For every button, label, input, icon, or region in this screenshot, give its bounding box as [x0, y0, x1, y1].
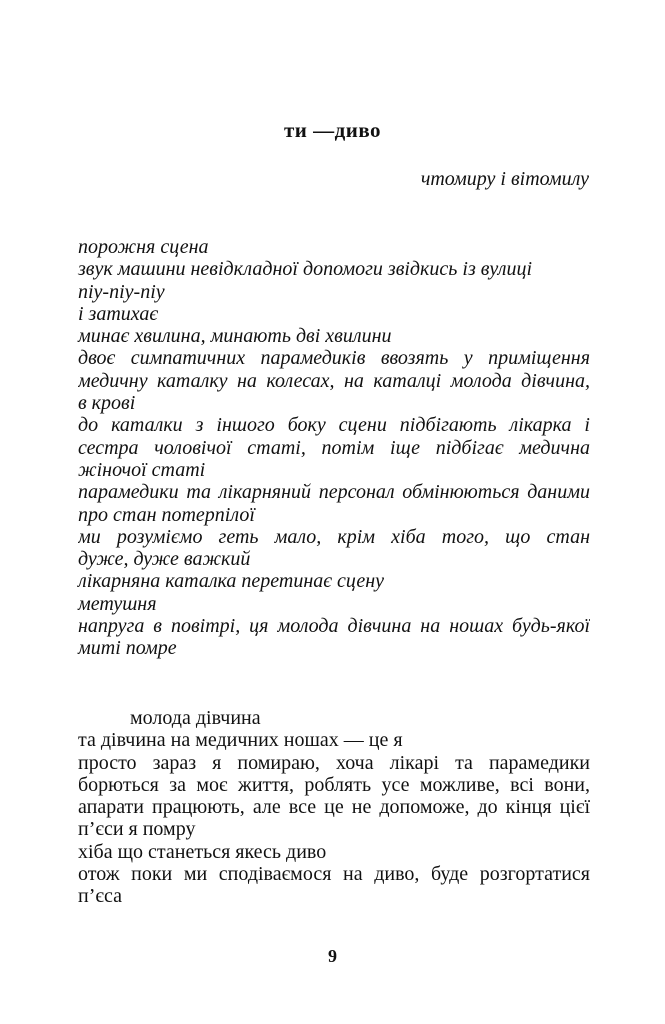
text-line: і затихає: [78, 302, 159, 325]
text-line: до каталки з іншого боку сцени підбігають лікарка і: [78, 414, 590, 437]
text-line: піу-піу-піу: [78, 280, 165, 303]
speaker-name: молода дівчина: [130, 707, 261, 729]
text-line: отож поки ми сподіваємося на диво, буде розгортатися: [78, 863, 590, 886]
text-line: п’єси я помру: [78, 818, 196, 841]
text-line: метушня: [78, 592, 157, 615]
text-line: напруга в повітрі, ця молода дівчина на ношах будь-якої: [78, 615, 590, 638]
text-line: п’єса: [78, 885, 122, 908]
text-line: миті помре: [78, 637, 177, 660]
text-line: двоє симпатичних парамедиків ввозять у приміщення: [78, 347, 590, 370]
text-line: медичну каталку на колесах, на каталці молода дівчина,: [78, 369, 590, 392]
text-line: просто зараз я помираю, хоча лікарі та парамедики: [78, 751, 590, 774]
text-line: хіба що станеться якесь диво: [78, 840, 327, 863]
text-line: в крові: [78, 392, 136, 415]
dedication: чтомиру і вітомилу: [420, 168, 589, 190]
text-line: лікарняна каталка перетинає сцену: [78, 570, 385, 593]
text-line: звук машини невідкладної допомоги звідкись із вулиці: [78, 258, 533, 281]
text-line: апарати працюють, але все це не допоможе, до кінця цієї: [78, 796, 590, 819]
page-number: 9: [328, 946, 337, 966]
text-line: парамедики та лікарняний персонал обмінюються даними: [78, 481, 590, 504]
character-speech: [78, 707, 590, 908]
text-line: борються за моє життя, роблять усе можливе, всі вони,: [78, 773, 590, 796]
text-line: минає хвилина, минають дві хвилини: [78, 325, 392, 348]
text-line: порожня сцена: [78, 236, 209, 258]
stage-direction: [78, 236, 590, 660]
page-title: ти —диво: [283, 118, 382, 142]
text-line: про стан потерпілої: [78, 503, 255, 526]
text-line: дуже, дуже важкий: [78, 548, 251, 571]
text-line: жіночої статі: [78, 458, 206, 481]
text-line: ми розуміємо геть мало, крім хіба того, що стан: [78, 525, 590, 548]
text-line: сестра чоловічої статі, потім іще підбігає медична: [78, 436, 590, 459]
text-line: та дівчина на медичних ношах — це я: [78, 729, 403, 752]
